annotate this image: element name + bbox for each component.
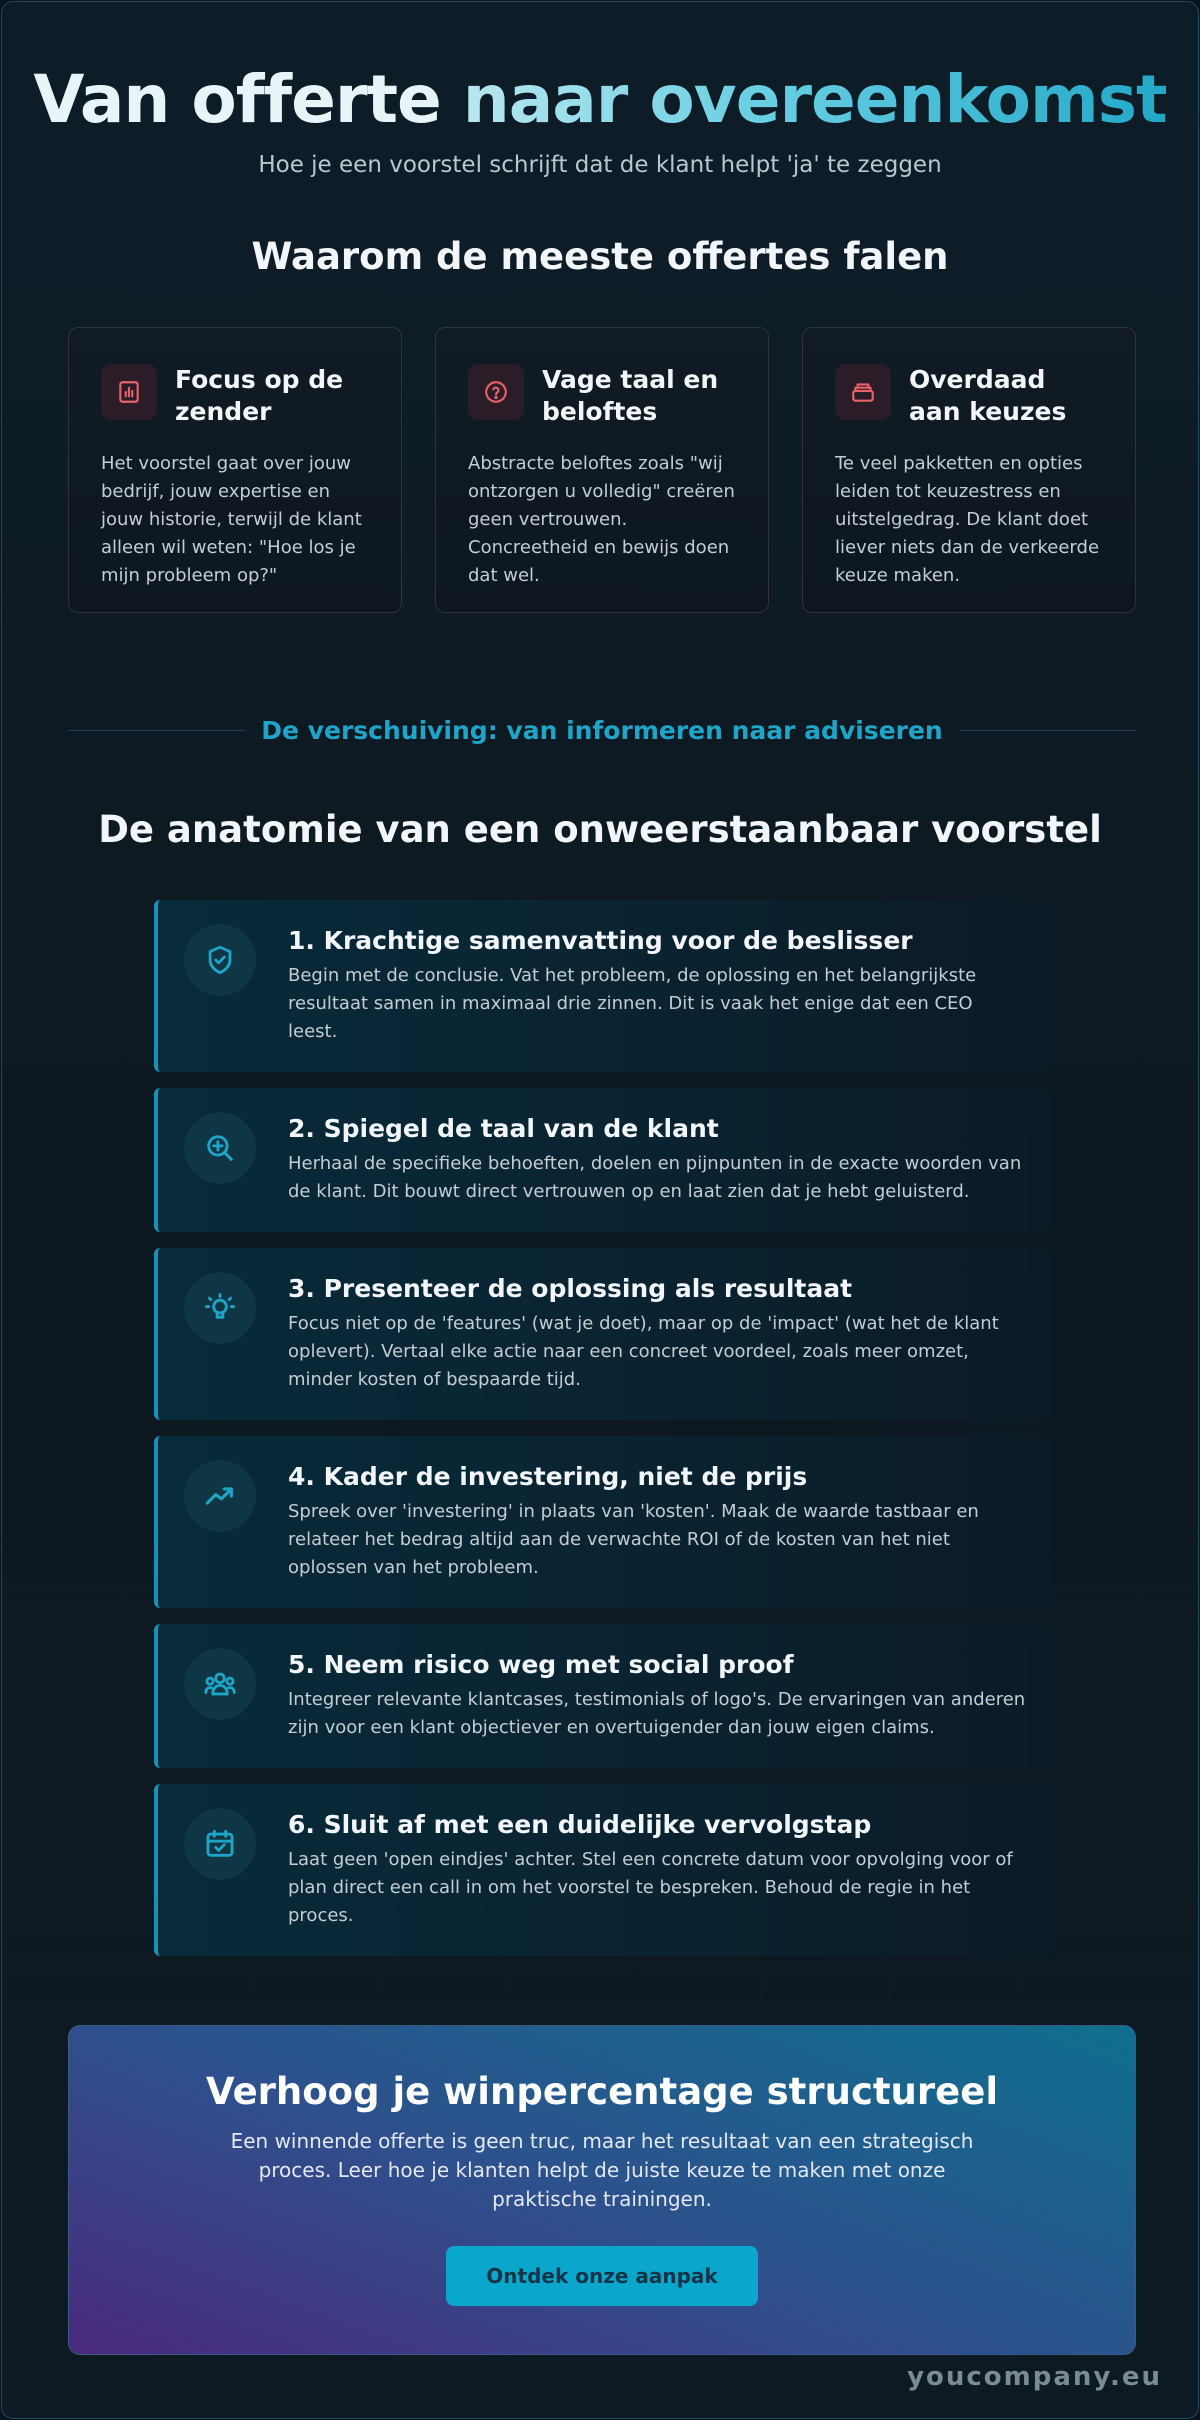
users-icon [184, 1648, 256, 1720]
cta-panel [68, 2025, 1136, 2355]
calendar-check-icon [184, 1808, 256, 1880]
step-item [154, 1088, 1050, 1232]
failure-card-body: Het voorstel gaat over jouw bedrijf, jouw expertise en jouw historie, terwijl de klant alleen wil weten: "Hoe los je mijn probleem op?" [101, 453, 362, 586]
title-part-2: naar overeenkomst [462, 61, 1167, 138]
divider-line [959, 730, 1136, 731]
shift-label: De verschuiving: van informeren naar adviseren [261, 715, 943, 745]
step-title: 5. Neem risico weg met social proof [288, 1650, 794, 1679]
bar-chart-icon [101, 364, 157, 420]
page-subtitle: Hoe je een voorstel schrijft dat de klant helpt 'ja' te zeggen [258, 152, 942, 178]
page-title [2, 60, 1198, 140]
step-title: 1. Krachtige samenvatting voor de beslisser [288, 926, 913, 955]
zoom-in-icon [184, 1112, 256, 1184]
step-desc: Laat geen 'open eindjes' achter. Stel een concrete datum voor opvolging voor of plan direct een call in om het voorstel te bespreken. Behoud de regie in het proces. [288, 1849, 1013, 1926]
step-desc: Integreer relevante klantcases, testimonials of logo's. De ervaringen van anderen zijn voor een klant objectiever en overtuigender dan jouw eigen claims. [288, 1689, 1026, 1738]
step-title: 4. Kader de investering, niet de prijs [288, 1462, 808, 1491]
failure-card-body: Te veel pakketten en opties leiden tot keuzestress en uitstelgedrag. De klant doet liever niets dan de verkeerde keuze maken. [835, 453, 1100, 586]
stack-icon [835, 364, 891, 420]
step-desc: Begin met de conclusie. Vat het probleem, de oplossing en het belangrijkste resultaat samen in maximaal drie zinnen. Dit is vaak het enige dat een CEO leest. [288, 965, 977, 1042]
trending-up-icon [184, 1460, 256, 1532]
lightbulb-icon [184, 1272, 256, 1344]
step-title: 6. Sluit af met een duidelijke vervolgstap [288, 1810, 872, 1839]
cta-button[interactable]: Ontdek onze aanpak [446, 2246, 758, 2306]
failure-card [802, 327, 1136, 613]
infographic-frame [1, 1, 1199, 2419]
shift-divider [68, 710, 1136, 750]
failure-card-body: Abstracte beloftes zoals "wij ontzorgen u volledig" creëren geen vertrouwen. Concreetheid en bewijs doen dat wel. [468, 453, 735, 586]
failure-card-title: Overdaad aan keuzes [909, 365, 1067, 426]
anatomy-steps [154, 900, 1050, 1972]
step-desc: Herhaal de specifieke behoeften, doelen en pijnpunten in de exacte woorden van de klant. Dit bouwt direct vertrouwen op en laat zien dat je hebt geluisterd. [288, 1153, 1022, 1202]
failure-card-title: Focus op de zender [175, 365, 344, 426]
divider-line [68, 730, 245, 731]
step-item [154, 1436, 1050, 1608]
failure-card [68, 327, 402, 613]
step-title: 3. Presenteer de oplossing als resultaat [288, 1274, 853, 1303]
hero [2, 60, 1198, 178]
step-desc: Focus niet op de 'features' (wat je doet), maar op de 'impact' (wat het de klant oplevert). Vertaal elke actie naar een concreet voordeel, zoals meer omzet, minder kosten of bespaarde tijd. [288, 1313, 999, 1390]
failure-cards [68, 327, 1136, 613]
step-desc: Spreek over 'investering' in plaats van 'kosten'. Maak de waarde tastbaar en relateer het bedrag altijd aan de verwachte ROI of de kosten van het niet oplossen van het probleem. [288, 1501, 979, 1578]
step-item [154, 1248, 1050, 1420]
shield-check-icon [184, 924, 256, 996]
failure-card-title: Vage taal en beloftes [542, 365, 719, 426]
cta-body: Een winnende offerte is geen truc, maar het resultaat van een strategisch proces. Leer hoe je klanten helpt de juiste keuze te maken met onze praktische trainingen. [230, 2129, 974, 2211]
step-item [154, 1784, 1050, 1956]
failure-card [435, 327, 769, 613]
question-icon [468, 364, 524, 420]
step-item [154, 1624, 1050, 1768]
step-item [154, 900, 1050, 1072]
step-title: 2. Spiegel de taal van de klant [288, 1114, 719, 1143]
title-part-1: Van offerte [33, 61, 463, 138]
anatomy-title: De anatomie van een onweerstaanbaar voorstel [98, 808, 1102, 851]
cta-title: Verhoog je winpercentage structureel [205, 2070, 999, 2113]
footer-brand: youcompany.eu [907, 2362, 1162, 2392]
failures-title: Waarom de meeste offertes falen [251, 235, 949, 278]
